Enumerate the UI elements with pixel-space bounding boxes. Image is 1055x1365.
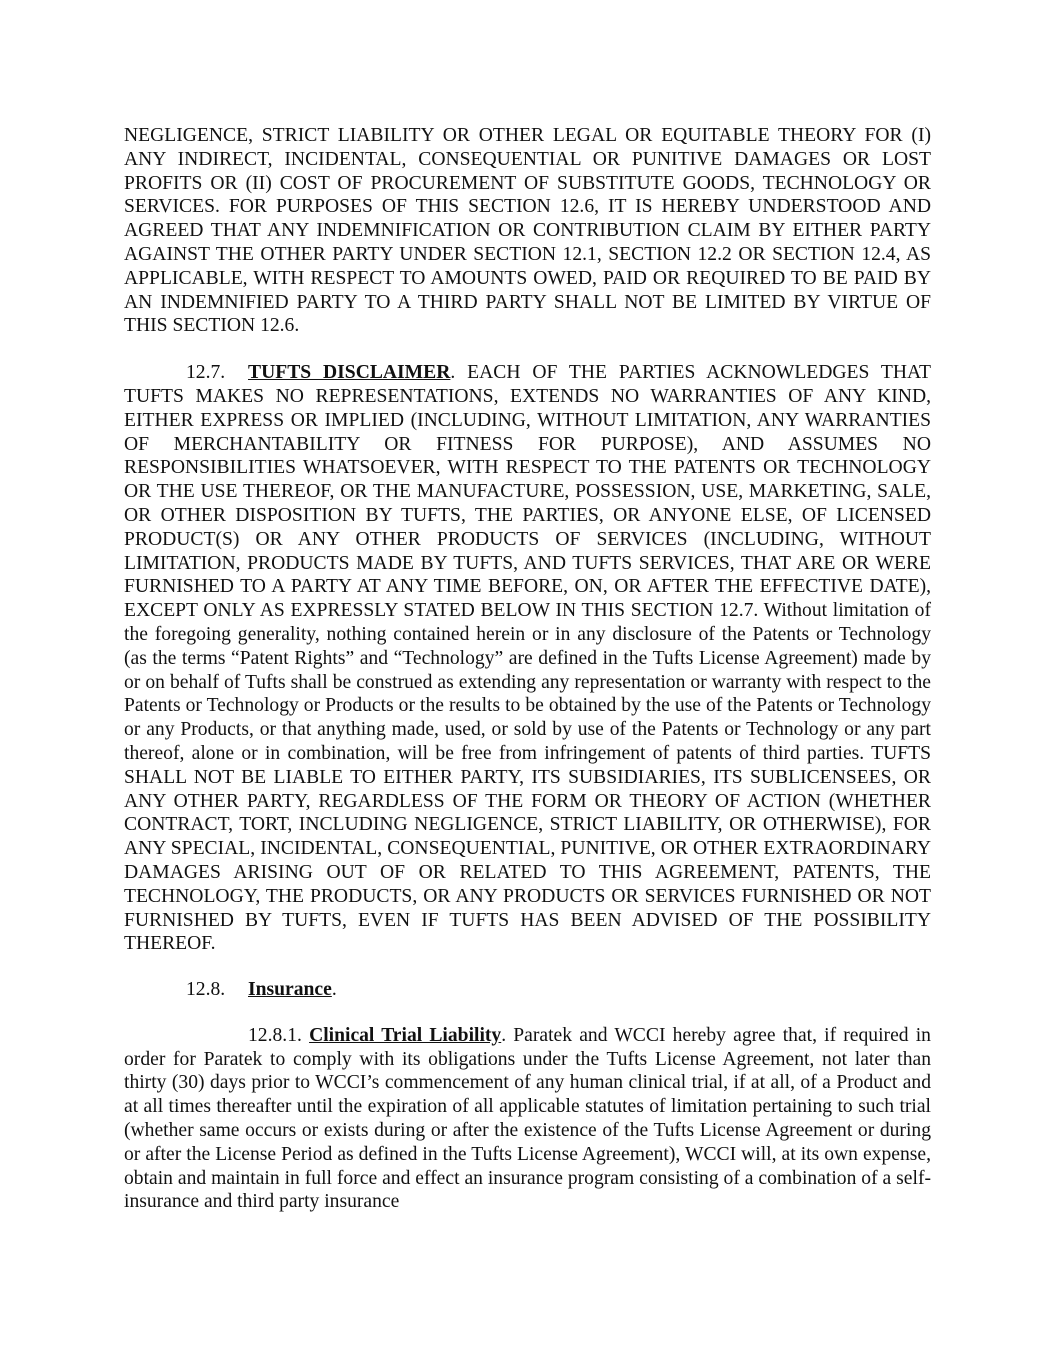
section-body: . Paratek and WCCI hereby agree that, if required in order for Paratek to comply with its obligations under the Tufts License Agreement, not later than thirty (30) days prior to WCCI’s commencement of any human clinical trial, if at all, of a Product and at all times thereafter until the expiration of all applicable statutes of limitation pertaining to such trial (whether same occurs or exists during or after the existence of the Tufts License Agreement or during or after the License Period as defined in the Tufts License Agreement), WCCI will, at its own expense, obtain and maintain in full force and effect an insurance program consisting of a combination of a self-insurance and third party insurance xyxy=(124,1024,931,1213)
section-title-suffix: . xyxy=(331,979,337,1001)
section-12-7 xyxy=(124,361,931,956)
section-12-8-1 xyxy=(124,1024,931,1214)
section-title: Clinical Trial Liability xyxy=(309,1024,502,1046)
section-number: 12.7. xyxy=(186,362,226,384)
section-title: Insurance xyxy=(248,979,332,1001)
section-number: 12.8.1. xyxy=(248,1024,302,1046)
section-number: 12.8. xyxy=(186,979,226,1001)
section-12-8 xyxy=(124,978,931,1002)
section-title: TUFTS DISCLAIMER xyxy=(248,362,451,384)
document-page xyxy=(124,124,931,1214)
paragraph-12-6-continuation: NEGLIGENCE, STRICT LIABILITY OR OTHER LEGAL OR EQUITABLE THEORY FOR (I) ANY INDIRECT, INCIDENTAL, CONSEQUENTIAL OR PUNITIVE DAMAGES OR LOST PROFITS OR (II) COST OF PROCUREMENT OF SUBSTITUTE GOODS, TECHNOLOGY OR SERVICES. FOR PURPOSES OF THIS SECTION 12.6, IT IS HEREBY UNDERSTOOD AND AGREED THAT ANY INDEMNIFICATION OR CONTRIBUTION CLAIM BY EITHER PARTY AGAINST THE OTHER PARTY UNDER SECTION 12.1, SECTION 12.2 OR SECTION 12.4, AS APPLICABLE, WITH RESPECT TO AMOUNTS OWED, PAID OR REQUIRED TO BE PAID BY AN INDEMNIFIED PARTY TO A THIRD PARTY SHALL NOT BE LIMITED BY VIRTUE OF THIS SECTION 12.6. xyxy=(124,125,931,337)
section-body: . EACH OF THE PARTIES ACKNOWLEDGES THAT TUFTS MAKES NO REPRESENTATIONS, EXTENDS NO WARRANTIES OF ANY KIND, EITHER EXPRESS OR IMPLIED (INCLUDING, WITHOUT LIMITATION, ANY WARRANTIES OF MERCHANTABILITY OR FITNESS FOR PURPOSE), AND ASSUMES NO RESPONSIBILITIES WHATSOEVER, WITH RESPECT TO THE PATENTS OR TECHNOLOGY OR THE USE THEREOF, OR THE MANUFACTURE, POSSESSION, USE, MARKETING, SALE, OR OTHER DISPOSITION BY TUFTS, THE PARTIES, OR ANYONE ELSE, OF LICENSED PRODUCT(S) OR ANY OTHER PRODUCTS OF SERVICES (INCLUDING, WITHOUT LIMITATION, PRODUCTS MADE BY TUFTS, AND TUFTS SERVICES, THAT ARE OR WERE FURNISHED TO A PARTY AT ANY TIME BEFORE, ON, OR AFTER THE EFFECTIVE DATE), EXCEPT ONLY AS EXPRESSLY STATED BELOW IN THIS SECTION 12.7. Without limitation of the foregoing generality, nothing contained herein or in any disclosure of the Patents or Technology (as the terms “Patent Rights” and “Technology” are defined in the Tufts License Agreement) made by or on behalf of Tufts shall be construed as extending any representation or warranty with respect to the Patents or Technology or Products or the results to be obtained by the use of the Patents or Technology or any Products, or that anything made, used, or sold by use of the Patents or Technology or any part thereof, alone or in combination, will be free from infringement of patents of third parties. TUFTS SHALL NOT BE LIABLE TO EITHER PARTY, ITS SUBSIDIARIES, ITS SUBLICENSEES, OR ANY OTHER PARTY, REGARDLESS OF THE FORM OR THEORY OF ACTION (WHETHER CONTRACT, TORT, INCLUDING NEGLIGENCE, STRICT LIABILITY, OR OTHERWISE), FOR ANY SPECIAL, INCIDENTAL, CONSEQUENTIAL, PUNITIVE, OR OTHER EXTRAORDINARY DAMAGES ARISING OUT OF OR RELATED TO THIS AGREEMENT, PATENTS, THE TECHNOLOGY, THE PRODUCTS, OR ANY PRODUCTS OR SERVICES FURNISHED OR NOT FURNISHED BY TUFTS, EVEN IF TUFTS HAS BEEN ADVISED OF THE POSSIBILITY THEREOF. xyxy=(124,362,931,955)
